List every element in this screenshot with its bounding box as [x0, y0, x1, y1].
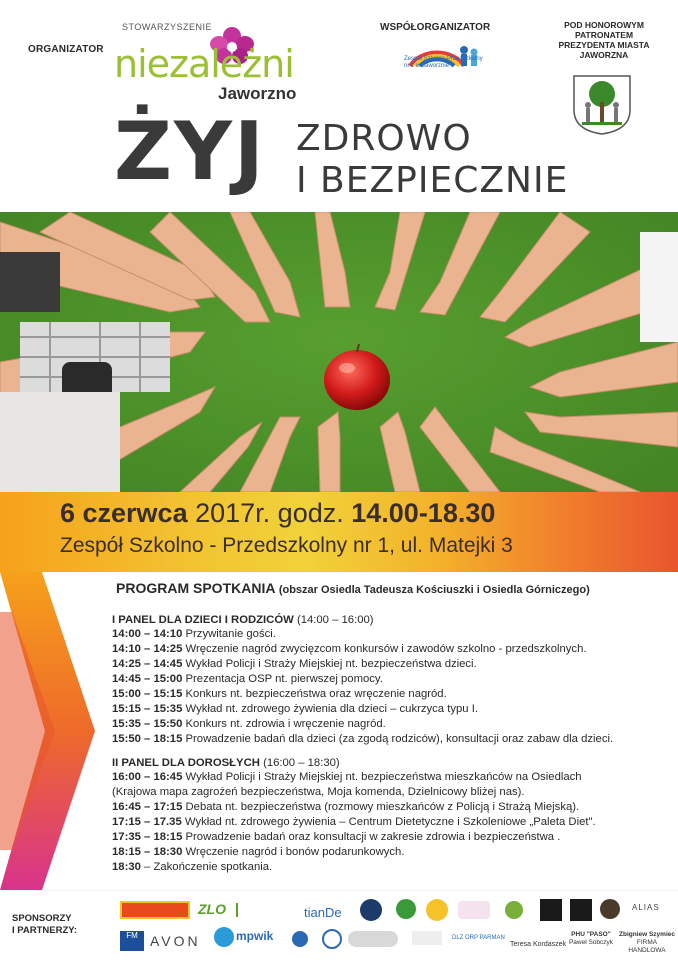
sponsor-logo-zlo-text [236, 903, 286, 917]
sponsor-szymiec-name: Zbigniew Szymiec [619, 931, 675, 938]
patronage-line: POD HONOROWYM [564, 20, 644, 30]
panel-2-heading [112, 757, 672, 769]
program-item-continuation [112, 785, 672, 800]
sponsor-logo-dark-1 [540, 899, 562, 921]
program-item [112, 770, 672, 785]
city-coat-of-arms-icon [572, 74, 632, 136]
sponsor-logo-mpwik: mpwik [236, 929, 274, 943]
program-item [112, 732, 672, 747]
patronage-line: JAWORZNA [579, 50, 629, 60]
program-item-text: Wręczenie nagród zwycięzcom konkursów i zawodów szkolno - przedszkolnych. [185, 643, 587, 655]
program-item [112, 717, 672, 732]
sponsor-szymiec-sub: FIRMA HANDLOWA [628, 939, 666, 954]
photo-illustration [0, 212, 678, 492]
sponsors-label-line: I PARTNERZY: [12, 925, 78, 936]
organizer-name: niezależni [114, 42, 294, 86]
event-date-line [60, 498, 495, 529]
program-item-text: Wykład Policji i Straży Miejskiej nt. bezpieczeństwa mieszkańców na Osiedlach [185, 771, 582, 783]
program-item [112, 860, 672, 875]
decorative-chevrons [0, 572, 110, 890]
program-item [112, 845, 672, 860]
hands-feet-apple-photo [0, 212, 678, 492]
program-item-text: Wykład nt. zdrowego żywienia dla dzieci – cukrzyca typu I. [185, 703, 478, 715]
sponsor-paso-title: PHU "PASO" [571, 931, 611, 938]
patronage-line: PREZYDENTA MIASTA [558, 40, 650, 50]
sponsor-logo-zlo: ZLO [198, 901, 226, 917]
program-item [112, 657, 672, 672]
sponsor-paso-name: Paweł Sobczyk [568, 939, 614, 946]
program-item-time: 15:35 – 15:50 [112, 718, 183, 730]
program-item-text: Debata nt. bezpieczeństwa (rozmowy mieszkańców z Policją i Strażą Miejską). [185, 801, 580, 813]
organizer-label: ORGANIZATOR [28, 44, 104, 55]
sponsor-logo-gray [348, 931, 398, 947]
program-item [112, 672, 672, 687]
program-item-text: – Zakończenie spotkania. [144, 861, 273, 873]
date-band [0, 492, 678, 572]
program-item-time: 14:10 – 14:25 [112, 643, 183, 655]
poster-header [0, 0, 678, 212]
event-place: Zespół Szkolno - Przedszkolny nr 1, ul. Matejki 3 [60, 534, 513, 557]
organizer-city: Jaworzno [218, 84, 297, 103]
sponsor-logo-dlz: DLZ ORP PARMAN [452, 935, 505, 941]
program-item [112, 642, 672, 657]
coorganizer-logo-text: Zespół Szkolno-Przedszkolny nr 1 w Jaworznie [404, 56, 483, 69]
event-date-year: 2017r. godz. [195, 498, 344, 528]
title-main: ŻYJ [114, 105, 266, 198]
program-title [116, 580, 672, 596]
sponsor-logo-tiande: tianDe [304, 905, 342, 920]
program-item-text: Wykład nt. zdrowego żywienia – Centrum Dietetyczne i Szkoleniowe „Paleta Diet". [184, 816, 596, 828]
program-item-text: Prowadzenie badań oraz konsultacji w zakresie zdrowia i bezpieczeństwa . [185, 831, 561, 843]
event-time: 14.00-18.30 [351, 498, 496, 528]
panel-1-list [112, 627, 672, 747]
program-item-time: 14:00 – 14:10 [112, 628, 183, 640]
program-item [112, 627, 672, 642]
water-drop-icon [214, 927, 234, 947]
organizer-logo-small-text: STOWARZYSZENIE [122, 22, 213, 32]
sponsor-logo-toy [120, 901, 190, 919]
sponsor-logo-blue [292, 931, 308, 947]
program-item-time: 16:45 – 17:15 [112, 801, 183, 813]
program-item-time: 17:35 – 18:15 [112, 831, 183, 843]
panel-1-title: I PANEL DLA DZIECI I RODZICÓW [112, 614, 294, 626]
program-item [112, 687, 672, 702]
coorganizer-label: WSPÓŁORGANIZATOR [380, 22, 491, 33]
sponsor-logo-badge [360, 899, 382, 921]
event-date-day: 6 czerwca [60, 498, 188, 528]
program-title-text: PROGRAM SPOTKANIA [116, 580, 275, 596]
sponsor-logo-fm: FM [120, 931, 144, 951]
sponsors-section [0, 890, 678, 960]
sponsor-paso [566, 931, 616, 947]
program-item-time: 15:15 – 15:35 [112, 703, 183, 715]
sponsor-logo-yellow [426, 899, 448, 921]
coorganizer-logo [404, 38, 486, 104]
sponsor-logo-green [396, 899, 416, 919]
sponsor-logo-light [412, 931, 442, 945]
program-item-text: Konkurs nt. zdrowia i wręczenie nagród. [185, 718, 386, 730]
program-item-time: 15:00 – 15:15 [112, 688, 183, 700]
program-item-text: Konkurs nt. bezpieczeństwa oraz wręczenie nagród. [185, 688, 447, 700]
panel-1-time: (14:00 – 16:00) [296, 614, 374, 626]
sponsor-szymiec [618, 931, 676, 955]
program-subtitle: (obszar Osiedla Tadeusza Kościuszki i Osiedla Górniczego) [278, 584, 590, 596]
sponsor-logo-alias: ALIAS [632, 903, 660, 912]
program-item [112, 702, 672, 717]
sponsors-label-line: SPONSORZY [12, 913, 72, 924]
program-item-text: Prowadzenie badań dla dzieci (za zgodą rodziców), konsultacji oraz zabaw dla dzieci. [185, 733, 614, 745]
sponsors-label [12, 913, 77, 937]
program-item-text: (Krajowa mapa zagrożeń bezpieczeństwa, Moja komenda, Dzielnicowy bliżej nas). [112, 786, 525, 798]
program-item-text: Wykład Policji i Straży Miejskiej nt. bezpieczeństwa dzieci. [185, 658, 477, 670]
program-item-time: 14:25 – 14:45 [112, 658, 183, 670]
program-item-time: 17:15 – 17.35 [112, 816, 182, 828]
program-item-time: 18:15 – 18:30 [112, 846, 183, 858]
patronage-line: PATRONATEM [574, 30, 634, 40]
program-item-time: 18:30 [112, 861, 141, 873]
panel-2-title: II PANEL DLA DOROSŁYCH [112, 757, 260, 769]
title-line-1: ZDROWO [296, 118, 472, 159]
program-item [112, 815, 672, 830]
sponsor-logo-avon: AVON [150, 933, 201, 949]
sponsor-logo-leaf [505, 901, 523, 919]
program-item-text: Przywitanie gości. [185, 628, 276, 640]
sponsor-logo-pink [458, 901, 490, 919]
patronage-label [555, 20, 653, 60]
program-item [112, 800, 672, 815]
panel-2-list [112, 770, 672, 875]
panel-1-heading [112, 614, 672, 626]
program-item-text: Wręczenie nagród i bonów podarunkowych. [185, 846, 405, 858]
sponsor-kordaszek: Teresa Kordaszek [510, 941, 567, 948]
program-item-time: 16:00 – 16:45 [112, 771, 183, 783]
program-item [112, 830, 672, 845]
program-item-time: 15:50 – 18:15 [112, 733, 183, 745]
program-item-time: 14:45 – 15:00 [112, 673, 183, 685]
organizer-logo [108, 10, 323, 110]
program-item-text: Prezentacja OSP nt. pierwszej pomocy. [185, 673, 383, 685]
sponsor-logo-round [600, 899, 620, 919]
panel-2-time: (16:00 – 18:30) [263, 757, 340, 769]
title-line-2: I BEZPIECZNIE [296, 160, 569, 201]
sponsor-logo-dark-2 [570, 899, 592, 921]
program-section [112, 580, 672, 875]
sponsor-logo-ring [322, 929, 342, 949]
